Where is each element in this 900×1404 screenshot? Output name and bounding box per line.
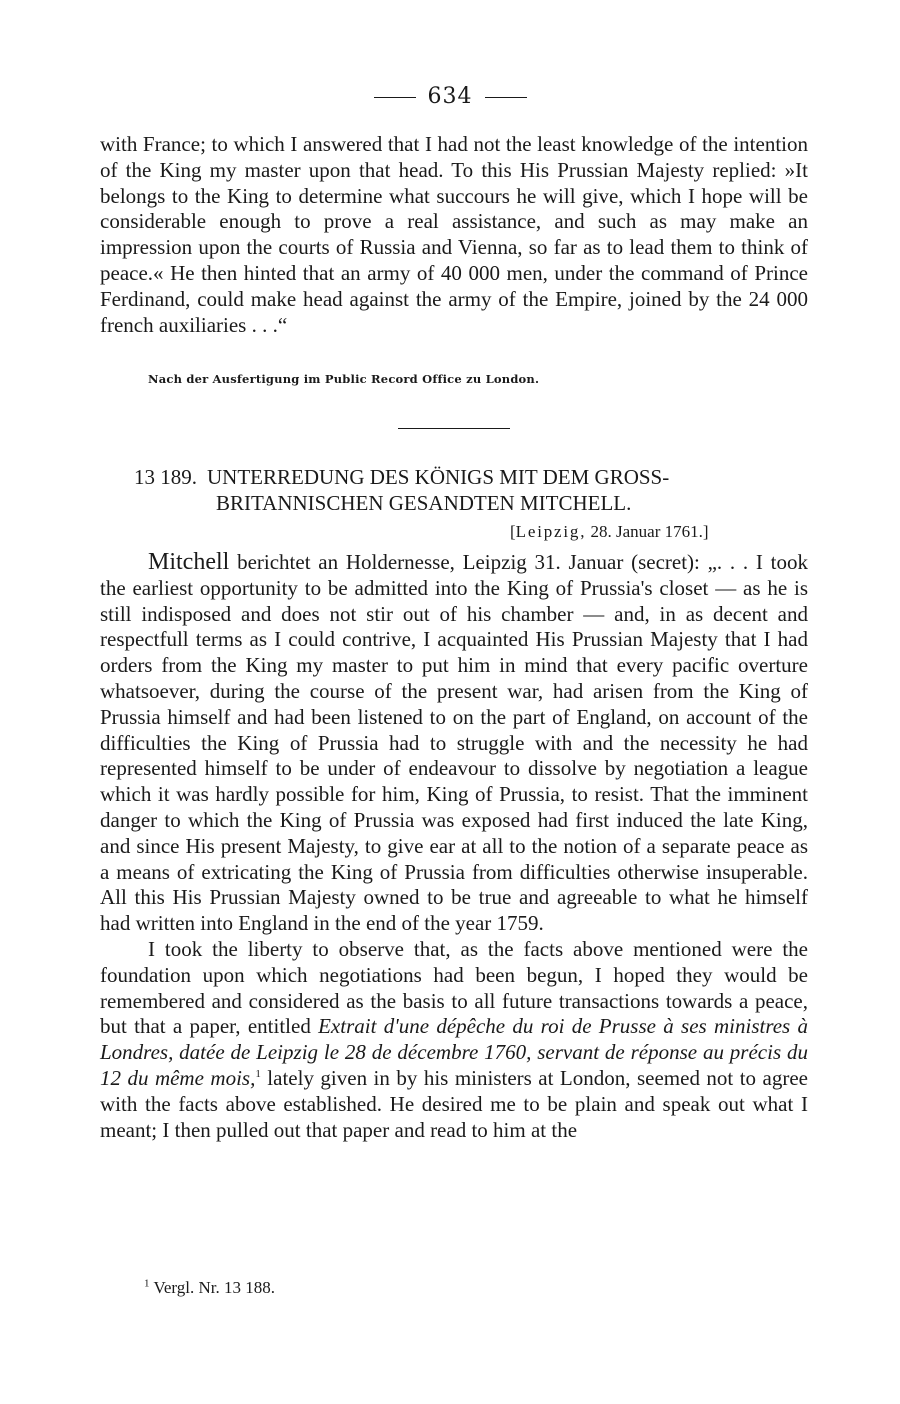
section-heading <box>134 464 814 516</box>
top-paragraph-block <box>100 132 808 338</box>
section-divider <box>398 428 510 429</box>
footnote <box>144 1278 275 1298</box>
page-number <box>0 84 900 109</box>
heading-title-line-1: UNTERREDUNG DES KÖNIGS MIT DEM GROSS- <box>207 465 670 489</box>
document-number: 13 189. <box>134 465 197 489</box>
page-number-text: 634 <box>427 84 473 109</box>
paragraph-2 <box>100 937 808 1143</box>
paragraph-2-italic-title: Extrait d'une dépêche du roi de Prusse à ses ministres à Londres, datée de Leipzig le 28 de décembre 1760, servant de réponse au précis du 12 du même mois, <box>100 1014 809 1090</box>
heading-title-line-2: BRITANNISCHEN GESANDTEN MITCHELL. <box>216 491 632 515</box>
paragraph-2-after: lately given in by his ministers at London, seemed not to agree with the facts above established. He desired me to be plain and speak out what I meant; I then pulled out that paper and read to him at the <box>100 1065 808 1142</box>
date-place: Leipzig, <box>515 522 587 541</box>
paragraph-2-before: I took the liberty to observe that, as the facts above mentioned were the foundation upon which negotiations had been begun, I hoped they would be remembered and considered as the basis to all future transactions towards a peace, but that a paper, entitled <box>100 936 808 1039</box>
page-number-dash-left <box>374 97 416 98</box>
date-bracket-open: [ <box>510 522 516 541</box>
date-value: 28. Januar 1761.] <box>590 522 709 541</box>
footnote-text: Vergl. Nr. 13 188. <box>153 1278 275 1297</box>
date-line <box>510 522 709 542</box>
top-paragraph: with France; to which I answered that I had not the least knowledge of the intention of the King my master upon that head. To this His Prussian Majesty replied: »It belongs to the King to determine what succours he will give, which I hope will be considerable enough to prove a real assistance, and such as may make an impression upon the courts of Russia and Vienna, so far as to lead them to think of peace.« He then hinted that an army of 40 000 men, under the command of Prince Ferdinand, could make head against the army of the Empire, joined by the 24 000 french auxiliaries . . .“ <box>100 132 808 337</box>
heading-line-1 <box>134 464 814 490</box>
paragraph-1-lead: Mitchell <box>148 549 230 575</box>
footnote-mark: 1 <box>144 1277 150 1290</box>
page-number-dash-right <box>485 97 527 98</box>
paragraph-1 <box>100 550 808 937</box>
source-note: Nach der Ausfertigung im Public Record Office zu London. <box>148 372 540 386</box>
paragraph-1-text: berichtet an Holdernesse, Leipzig 31. Januar (secret): „. . . I took the earliest opportunity to be admitted into the King of Prussia's closet — as he is still indisposed and does not stir out of his chamber — and, in as decent and respectfull terms as I could contrive, I acquainted His Prussian Majesty that I had orders from the King my master to put him in mind that every pacific overture whatsoever, during the course of the present war, had arisen from the King of Prussia himself and had been listened to on the part of England, on account of the difficulties the King of Prussia had to struggle with and the necessity he had represented himself to be under of endeavour to dissolve by negotiation a league which it was hardly possible for him, King of Prussia, to resist. That the imminent danger to which the King of Prussia was exposed had first induced the late King, and since His present Majesty, to give ear at all to the notion of a separate peace as a means of extricating the King of Prussia from difficulties otherwise insuperable. All this His Prussian Majesty owned to be true and agreeable to what he himself had written into England in the end of the year 1759. <box>100 550 808 936</box>
main-text-block <box>100 550 808 1143</box>
footnote-reference: 1 <box>255 1067 261 1080</box>
